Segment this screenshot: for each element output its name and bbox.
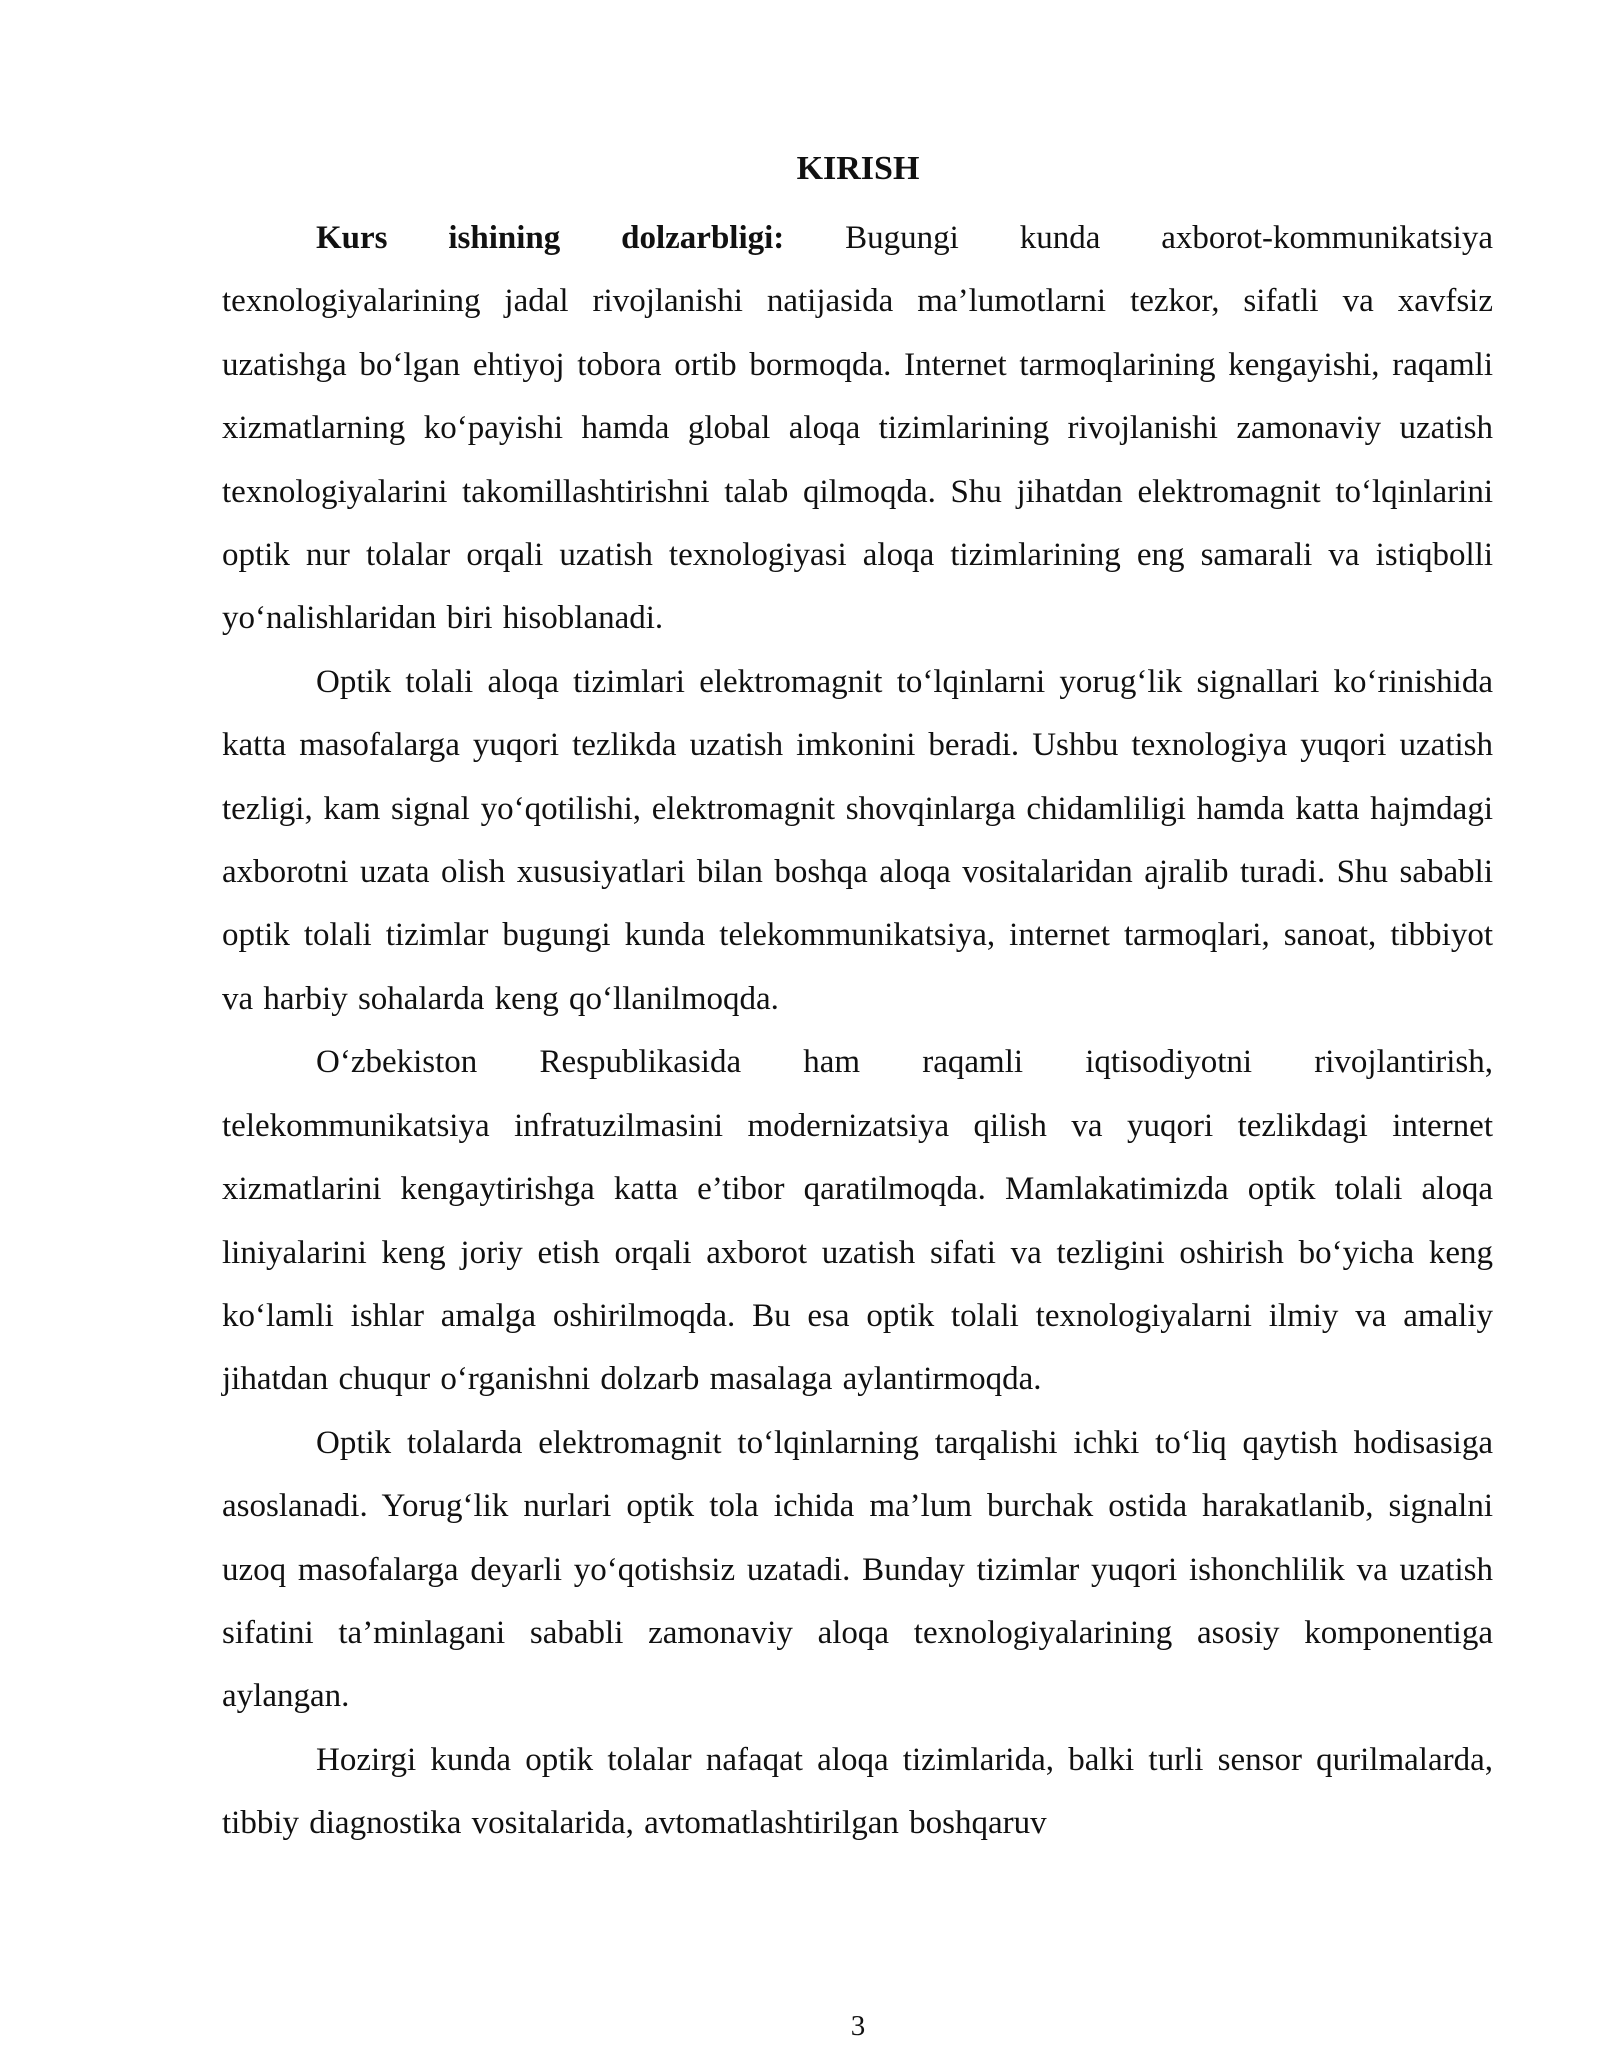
paragraph-relevance [222, 207, 1493, 651]
paragraph-lead: Kurs ishining dolzarbligi: [316, 220, 785, 256]
paragraph-optical-systems: Optik tolali aloqa tizimlari elektromagnit to‘lqinlarni yorug‘lik signallari ko‘rinishida katta masofalarga yuqori tezlikda uzatish imkonini beradi. Ushbu texnologiya yuqori uzatish tezligi, kam signal yo‘qotilishi, elektromagnit shovqinlarga chidamliligi hamda katta hajmdagi axborotni uzata olish xususiyatlari bilan boshqa aloqa vositalaridan ajralib turadi. Shu sababli optik tolali tizimlar bugungi kunda telekommunikatsiya, internet tarmoqlari, sanoat, tibbiyot va harbiy sohalarda keng qo‘llanilmoqda. [222, 663, 1493, 1017]
page-number: 3 [850, 2010, 866, 2042]
paragraph-total-reflection: Optik tolalarda elektromagnit to‘lqinlarning tarqalishi ichki to‘liq qaytish hodisasiga asoslanadi. Yorug‘lik nurlari optik tola ichida ma’lum burchak ostida harakatlanib, signalni uzoq masofalarga deyarli yo‘qotishsiz uzatadi. Bunday tizimlar yuqori ishonchlilik va uzatish sifatini ta’minlagani sababli zamonaviy aloqa texnologiyalarining asosiy komponentiga aylangan. [222, 1424, 1493, 1715]
section-heading: KIRISH [796, 150, 920, 187]
paragraph-text: Bugungi kunda axborot-kommunikatsiya texnologiyalarining jadal rivojlanishi natijasida ma’lumotlarni tezkor, sifatli va xavfsiz uzatishga bo‘lgan ehtiyoj tobora ortib bormoqda. Internet tarmoqlarining kengayishi, raqamli xizmatlarning ko‘payishi hamda global aloqa tizimlarining rivojlanishi zamonaviy uzatish texnologiyalarini takomillashtirishni talab qilmoqda. Shu jihatdan elektromagnit to‘lqinlarini optik nur tolalar orqali uzatish texnologiyasi aloqa tizimlarining eng samarali va istiqbolli yo‘nalishlaridan biri hisoblanadi. [222, 220, 1493, 637]
paragraph-applications: Hozirgi kunda optik tolalar nafaqat aloqa tizimlarida, balki turli sensor qurilmalarda, tibbiy diagnostika vositalarida, avtomatlashtirilgan boshqaruv [222, 1741, 1493, 1842]
body-text [222, 207, 1493, 1856]
paragraph-uzbekistan: O‘zbekiston Respublikasida ham raqamli iqtisodiyotni rivojlantirish, telekommunikatsiya infratuzilmasini modernizatsiya qilish va yuqori tezlikdagi internet xizmatlarini kengaytirishga katta e’tibor qaratilmoqda. Mamlakatimizda optik tolali aloqa liniyalarini keng joriy etish orqali axborot uzatish sifati va tezligini oshirish bo‘yicha keng ko‘lamli ishlar amalga oshirilmoqda. Bu esa optik tolali texnologiyalarni ilmiy va amaliy jihatdan chuqur o‘rganishni dolzarb masalaga aylantirmoqda. [222, 1044, 1493, 1398]
